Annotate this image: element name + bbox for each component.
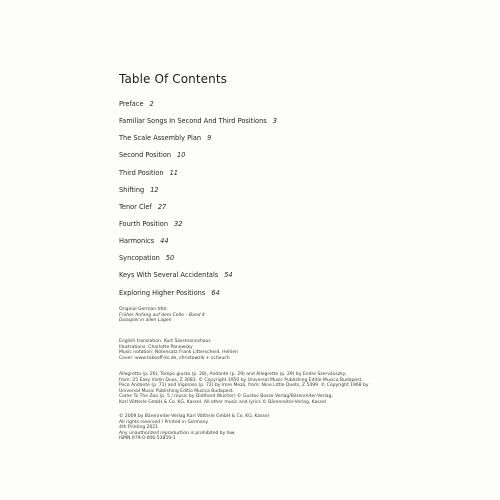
colophon-line: from: 25 Easy Violin Duos, Z 3083. © Copyright 1950 by Universal Music Publishing Editio Musica Budapest. xyxy=(119,377,363,383)
page-title: Table Of Contents xyxy=(119,72,228,86)
toc-entry-label: Preface xyxy=(119,100,144,108)
toc-entry xyxy=(119,250,277,267)
toc-entry xyxy=(119,233,277,250)
toc-entry-page: 27 xyxy=(157,202,167,211)
colophon-line: Allegretto (p. 26), Tempo giusto (p. 28), Andante (p. 29) and Allegretto (p. 29) by Endre Szervánszky, xyxy=(119,372,347,377)
colophon-line: ISMN 979-0-006-53859-1 xyxy=(119,436,176,442)
colophon-line: Original German title: xyxy=(119,307,168,312)
colophon-line: English translation: Kurt Sassmannshaus xyxy=(119,339,211,344)
toc-entry xyxy=(119,96,277,113)
table-of-contents xyxy=(119,96,277,302)
toc-entry-page: 44 xyxy=(160,237,169,246)
colophon-line: All rights reserved / Printed in Germany xyxy=(119,419,209,425)
toc-entry-page: 50 xyxy=(165,254,175,263)
toc-entry-page: 32 xyxy=(174,219,183,228)
toc-entry-page: 11 xyxy=(169,168,178,177)
toc-entry-label: Third Position xyxy=(119,168,164,177)
toc-entry xyxy=(119,216,277,233)
toc-entry-label: Fourth Position xyxy=(119,219,169,228)
imprint-block xyxy=(119,414,269,442)
colophon-line: Karl Vötterle GmbH & Co. KG, Kassel. All other music and lyrics © Bärenreiter-Verlag, Kassel xyxy=(119,399,326,405)
toc-entry-label: Tenor Clef xyxy=(119,202,152,211)
colophon-line: Come To The Zoo (p. 5 / music by Diethard Wucher) © Gustav Bosse Verlag/Bärenreiter-Verlag, xyxy=(119,394,333,400)
toc-entry xyxy=(119,130,277,147)
toc-entry xyxy=(119,165,277,182)
toc-entry-label: Second Position xyxy=(119,151,172,160)
toc-entry-label: Familiar Songs In Second And Third Positions xyxy=(119,117,267,126)
colophon-line: 4th Printing 2021 xyxy=(119,425,159,431)
toc-entry-page: 2 xyxy=(149,100,154,108)
colophon-line: © 2009 by Bärenreiter-Verlag Karl Vötterle GmbH & Co. KG, Kassel xyxy=(119,414,269,419)
toc-entry xyxy=(119,182,277,199)
toc-entry-label: Harmonics xyxy=(119,237,155,246)
original-title-block xyxy=(119,307,205,324)
toc-entry-label: Shifting xyxy=(119,185,145,194)
colophon-line: Früher Anfang auf dem Cello – Band 4 xyxy=(119,312,205,318)
colophon-line: Duospiel in allen Lagen xyxy=(119,318,172,324)
toc-entry xyxy=(119,147,277,164)
colophon-line: Poco Andante (p. 71) and Vigoroso (p. 72) by Imre Mezö, from: Nine Little Duets, Z 5499. © Copyright 1968 by xyxy=(119,383,369,389)
toc-entry-page: 64 xyxy=(211,288,220,297)
toc-entry-label: Syncopation xyxy=(119,254,160,263)
colophon-line: Universal Music Publishing Editio Musica Budapest. xyxy=(119,388,234,394)
credits-block xyxy=(119,339,238,361)
copyright-notes-block xyxy=(119,372,369,406)
toc-entry xyxy=(119,113,277,130)
toc-entry xyxy=(119,285,277,302)
colophon-line: Music notation: Notensatz Frank Litterscheid, Hehlen xyxy=(119,350,239,356)
toc-entry-label: Keys With Several Accidentals xyxy=(119,271,219,280)
toc-entry-label: The Scale Assembly Plan xyxy=(119,134,202,143)
toc-entry xyxy=(119,267,277,284)
toc-entry-page: 10 xyxy=(177,151,186,160)
toc-entry-label: Exploring Higher Positions xyxy=(119,288,206,297)
colophon-line: Illustrations: Charlotte Panowsky xyxy=(119,344,193,350)
toc-entry-page: 12 xyxy=(150,185,159,194)
toc-entry-page: 54 xyxy=(224,271,233,280)
toc-entry xyxy=(119,199,277,216)
colophon-line: Any unauthorized reproduction is prohibited by law. xyxy=(119,430,236,436)
toc-entry-page: 9 xyxy=(207,134,212,143)
colophon-line: Cover: www.takeoff-ks.de, christowzik + scheuch xyxy=(119,355,230,361)
toc-entry-page: 3 xyxy=(272,117,277,126)
